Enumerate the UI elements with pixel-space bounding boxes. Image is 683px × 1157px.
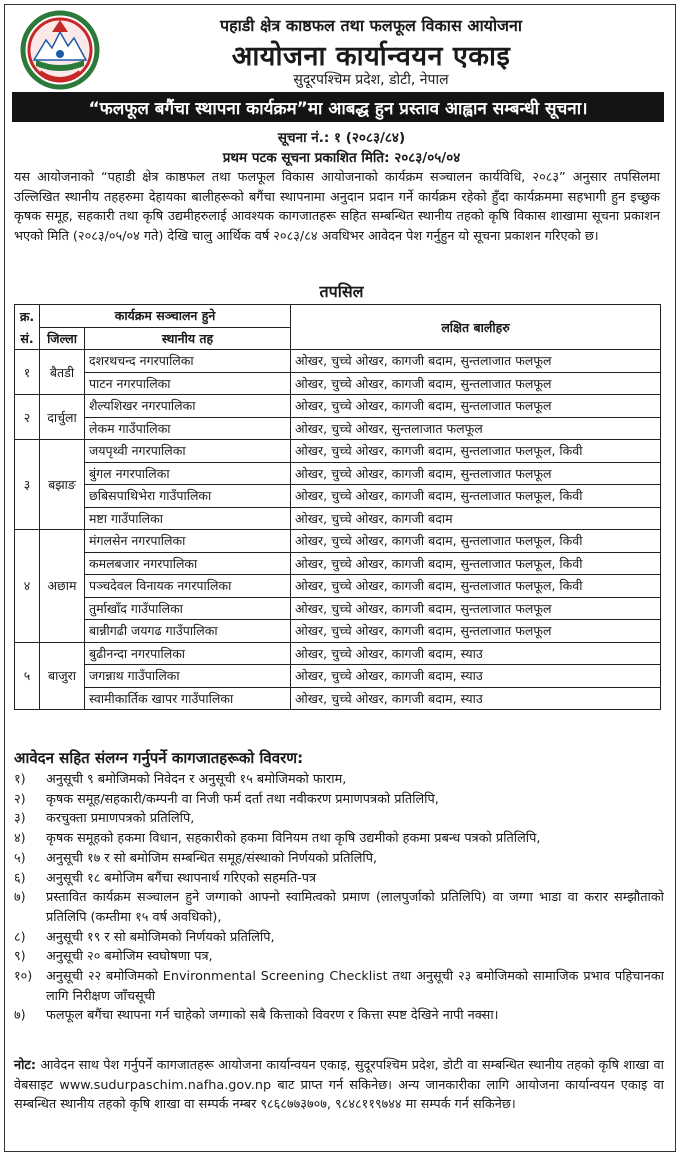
table-row <box>15 507 661 530</box>
list-item-number: ९) <box>14 949 26 965</box>
list-item-text: कृषक समूह/सहकारी/कम्पनी वा निजी फर्म दर्ता तथा नवीकरण प्रमाणपत्रको प्रतिलिपि, <box>46 791 439 807</box>
list-item-text: प्रस्तावित कार्यक्रम सञ्चालन हुने जग्गाको आफ्नो स्वामित्वको प्रमाण (लालपुर्जाको प्रतिलिपि) वा जग्गा भाडा वा करार सम्झौताको प्रतिलिपि (कम्तीमा १५ वर्ष अवधिको), <box>46 890 664 925</box>
local-level-cell: बुढीनन्दा नगरपालिका <box>85 642 291 665</box>
table-row <box>15 440 661 463</box>
list-item-text: अनुसूची १९ र सो बमोजिमको निर्णयको प्रतिलिपि, <box>46 929 275 945</box>
list-item-text: अनुसूची १८ बमोजिम बगैंचा स्थापनार्थ गरिएको सहमति-पत्र <box>46 870 317 886</box>
documents-heading: आवेदन सहित संलग्न गर्नुपर्ने कागजातहरूको विवरण: <box>14 749 304 767</box>
list-item <box>14 829 664 849</box>
notice-publish-date: प्रथम पटक सूचना प्रकाशित मिति: २०८३/०५/०४ <box>222 150 461 166</box>
notice-number: सूचना नं.: १ (२०८३/८४) <box>277 130 406 146</box>
district-cell: दार्चुला <box>40 395 85 440</box>
local-level-cell: जयपृथ्वी नगरपालिका <box>85 440 291 463</box>
local-level-cell: शैल्यशिखर नगरपालिका <box>85 395 291 418</box>
table-row <box>15 665 661 688</box>
local-level-cell: स्वामीकार्तिक खापर गाउँपालिका <box>85 687 291 710</box>
list-item <box>14 928 664 948</box>
table-row <box>15 642 661 665</box>
table-row <box>15 597 661 620</box>
org-address: सुदूरपश्चिम प्रदेश, डोटी, नेपाल <box>293 72 449 88</box>
table-row <box>15 350 661 373</box>
local-level-cell: छबिसपाथिभेरा गाउँपालिका <box>85 485 291 508</box>
table-row <box>15 417 661 440</box>
local-level-cell: दशरथचन्द नगरपालिका <box>85 350 291 373</box>
list-item <box>14 888 664 927</box>
table-row <box>15 552 661 575</box>
list-item <box>14 1006 664 1026</box>
header-sn: क्र. <box>15 305 40 328</box>
target-crops-cell: ओखर, चुच्चे ओखर, कागजी बदाम, सुन्तलाजात फलफूल <box>291 372 661 395</box>
documents-list <box>14 770 664 1026</box>
table-row <box>15 485 661 508</box>
list-item <box>14 809 664 829</box>
table-row <box>15 575 661 598</box>
list-item <box>14 849 664 869</box>
target-crops-cell: ओखर, चुच्चे ओखर, कागजी बदाम, सुन्तलाजात फलफूल <box>291 597 661 620</box>
list-item-number: २) <box>14 791 26 807</box>
target-crops-cell: ओखर, चुच्चे ओखर, कागजी बदाम, सुन्तलाजात फलफूल <box>291 462 661 485</box>
header-district: जिल्ला <box>40 327 85 350</box>
local-level-cell: बान्नीगढी जयगढ गाउँपालिका <box>85 620 291 643</box>
target-crops-cell: ओखर, चुच्चे ओखर, कागजी बदाम, सुन्तलाजात फलफूल, किवी <box>291 440 661 463</box>
target-crops-cell: ओखर, चुच्चे ओखर, कागजी बदाम, सुन्तलाजात फलफूल, किवी <box>291 530 661 553</box>
serial-number: ४ <box>15 530 40 643</box>
district-cell: बझाङ <box>40 440 85 530</box>
table-row <box>15 530 661 553</box>
header-local: स्थानीय तह <box>85 327 291 350</box>
org-unit-name: आयोजना कार्यान्वयन एकाइ <box>231 41 511 72</box>
list-item-number: ४) <box>14 831 26 847</box>
note-paragraph <box>14 1056 664 1115</box>
target-crops-cell: ओखर, चुच्चे ओखर, कागजी बदाम, सुन्तलाजात फलफूल <box>291 350 661 373</box>
local-level-cell: तुर्माखाँद गाउँपालिका <box>85 597 291 620</box>
local-level-cell: पञ्चदेवल विनायक नगरपालिका <box>85 575 291 598</box>
list-item-number: १०) <box>14 969 33 985</box>
list-item <box>14 947 664 967</box>
schedule-heading: तपसिल <box>319 282 364 301</box>
list-item-text: कृषक समूहको हकमा विधान, सहकारीको हकमा विनियम तथा कृषि उद्यमीको हकमा प्रबन्ध पत्रको प्रतिलिपि, <box>46 831 541 847</box>
list-item-text: अनुसूची २० बमोजिम स्वघोषणा पत्र, <box>46 949 213 965</box>
header-sn-b: सं. <box>15 327 40 350</box>
serial-number: ३ <box>15 440 40 530</box>
header-program: कार्यक्रम सञ्चालन हुने <box>40 305 291 328</box>
intro-paragraph: यस आयोजनाको “पहाडी क्षेत्र काष्ठफल तथा फलफूल विकास आयोजनाको कार्यक्रम सञ्चालन कार्यविधि, २०८३” अनुसार तपसिलमा उल्लिखित स्थानीय तहहरुमा देहायका बालीहरूको बगैंचा स्थापनामा अनुदान प्रदान गर्ने कार्यक्रम रहेको हुँदा कार्यक्रममा सहभागी हुन इच्छुक कृषक समूह, सहकारी तथा कृषि उद्यमीहरुलाई आवश्यक कागजातहरू सहित सम्बन्धित स्थानीय तहको कृषि विकास शाखामा सूचना प्रकाशन भएको मिति (२०८३/०५/०४ गते) देखि चालु आर्थिक वर्ष २०८३/८४ अवधिभर आवेदन पेश गर्नुहुन यो सूचना प्रकाशन गरिएको छ। <box>14 170 660 244</box>
table-row <box>15 620 661 643</box>
list-item-number: ८) <box>14 929 26 945</box>
serial-number: ५ <box>15 642 40 710</box>
list-item-number: ७) <box>14 890 26 906</box>
serial-number: १ <box>15 350 40 395</box>
org-parent-name: पहाडी क्षेत्र काष्ठफल तथा फलफूल विकास आयोजना <box>219 16 522 35</box>
target-crops-cell: ओखर, चुच्चे ओखर, कागजी बदाम, सुन्तलाजात फलफूल <box>291 620 661 643</box>
list-item-text: अनुसूची ९ बमोजिमको निवेदन र अनुसूची १५ बमोजिमको फाराम, <box>46 772 347 787</box>
list-item-text: करचुक्ता प्रमाणपत्रको प्रतिलिपि, <box>46 811 195 827</box>
list-item <box>14 770 664 790</box>
target-crops-cell: ओखर, चुच्चे ओखर, कागजी बदाम, स्याउ <box>291 687 661 710</box>
list-item <box>14 790 664 810</box>
target-crops-cell: ओखर, चुच्चे ओखर, कागजी बदाम <box>291 507 661 530</box>
header <box>6 6 676 88</box>
local-level-cell: बुंगल नगरपालिका <box>85 462 291 485</box>
district-cell: बाजुरा <box>40 642 85 710</box>
list-item <box>14 967 664 1006</box>
list-item-text: अनुसूची २२ बमोजिमको Environmental Screening Checklist तथा अनुसूची २३ बमोजिमको सामाजिक प्रभाव पहिचानका लागि निरीक्षण जाँचसूची <box>46 969 664 1004</box>
target-crops-cell: ओखर, चुच्चे ओखर, कागजी बदाम, सुन्तलाजात फलफूल, किवी <box>291 575 661 598</box>
target-crops-cell: ओखर, चुच्चे ओखर, कागजी बदाम, सुन्तलाजात फलफूल, किवी <box>291 552 661 575</box>
list-item-number: ६) <box>14 870 26 886</box>
note-text: आवेदन साथ पेश गर्नुपर्ने कागजातहरू आयोजना कार्यान्वयन एकाइ, सुदूरपश्चिम प्रदेश, डोटी वा सम्बन्धित स्थानीय तहको कृषि शाखा वा वेबसाइट www.sudurpaschim.nafha.gov.np बाट प्राप्त गर्न सकिनेछ। अन्य जानकारीका लागि आयोजना कार्यान्वयन एकाइ वा सम्बन्धित स्थानीय तहको कृषि शाखा वा सम्पर्क नम्बर ९८६८७७३७०७, ९८४८११९७४४ मा सम्पर्क गर्न सकिनेछ। <box>14 1058 664 1113</box>
header-crops: लक्षित बालीहरु <box>291 305 661 350</box>
list-item-text: अनुसूची १७ र सो बमोजिम सम्बन्धित समूह/संस्थाको निर्णयको प्रतिलिपि, <box>46 850 378 866</box>
table-row <box>15 687 661 710</box>
target-crops-cell: ओखर, चुच्चे ओखर, कागजी बदाम, स्याउ <box>291 642 661 665</box>
serial-number: २ <box>15 395 40 440</box>
target-crops-cell: ओखर, चुच्चे ओखर, कागजी बदाम, सुन्तलाजात फलफूल <box>291 395 661 418</box>
district-cell: बैतडी <box>40 350 85 395</box>
target-crops-cell: ओखर, चुच्चे ओखर, कागजी बदाम, सुन्तलाजात फलफूल, किवी <box>291 485 661 508</box>
local-level-cell: जगन्नाथ गाउँपालिका <box>85 665 291 688</box>
list-item-text: फलफूल बगैंचा स्थापना गर्न चाहेको जग्गाको सबै कित्ताको विवरण र कित्ता स्पष्ट देखिने नापी नक्सा। <box>46 1008 499 1024</box>
local-level-cell: लेकम गाउँपालिका <box>85 417 291 440</box>
notice-title-banner: “फलफूल बगैंचा स्थापना कार्यक्रम”मा आबद्ध हुन प्रस्ताव आह्वान सम्बन्धी सूचना। <box>12 92 664 122</box>
table-row <box>15 395 661 418</box>
target-crops-cell: ओखर, चुच्चे ओखर, कागजी बदाम, स्याउ <box>291 665 661 688</box>
list-item-number: ३) <box>14 811 26 827</box>
schedule-table <box>14 304 661 710</box>
local-level-cell: कमलबजार नगरपालिका <box>85 552 291 575</box>
list-item-number: १) <box>14 772 26 787</box>
list-item <box>14 869 664 889</box>
local-level-cell: मंगलसेन नगरपालिका <box>85 530 291 553</box>
table-row <box>15 372 661 395</box>
table-row <box>15 462 661 485</box>
list-item-number: ७) <box>14 1008 26 1024</box>
note-label: नोट: <box>14 1058 36 1073</box>
local-level-cell: पाटन नगरपालिका <box>85 372 291 395</box>
district-cell: अछाम <box>40 530 85 643</box>
local-level-cell: मष्टा गाउँपालिका <box>85 507 291 530</box>
list-item-number: ५) <box>14 850 26 866</box>
target-crops-cell: ओखर, चुच्चे ओखर, सुन्तलाजात फलफूल <box>291 417 661 440</box>
